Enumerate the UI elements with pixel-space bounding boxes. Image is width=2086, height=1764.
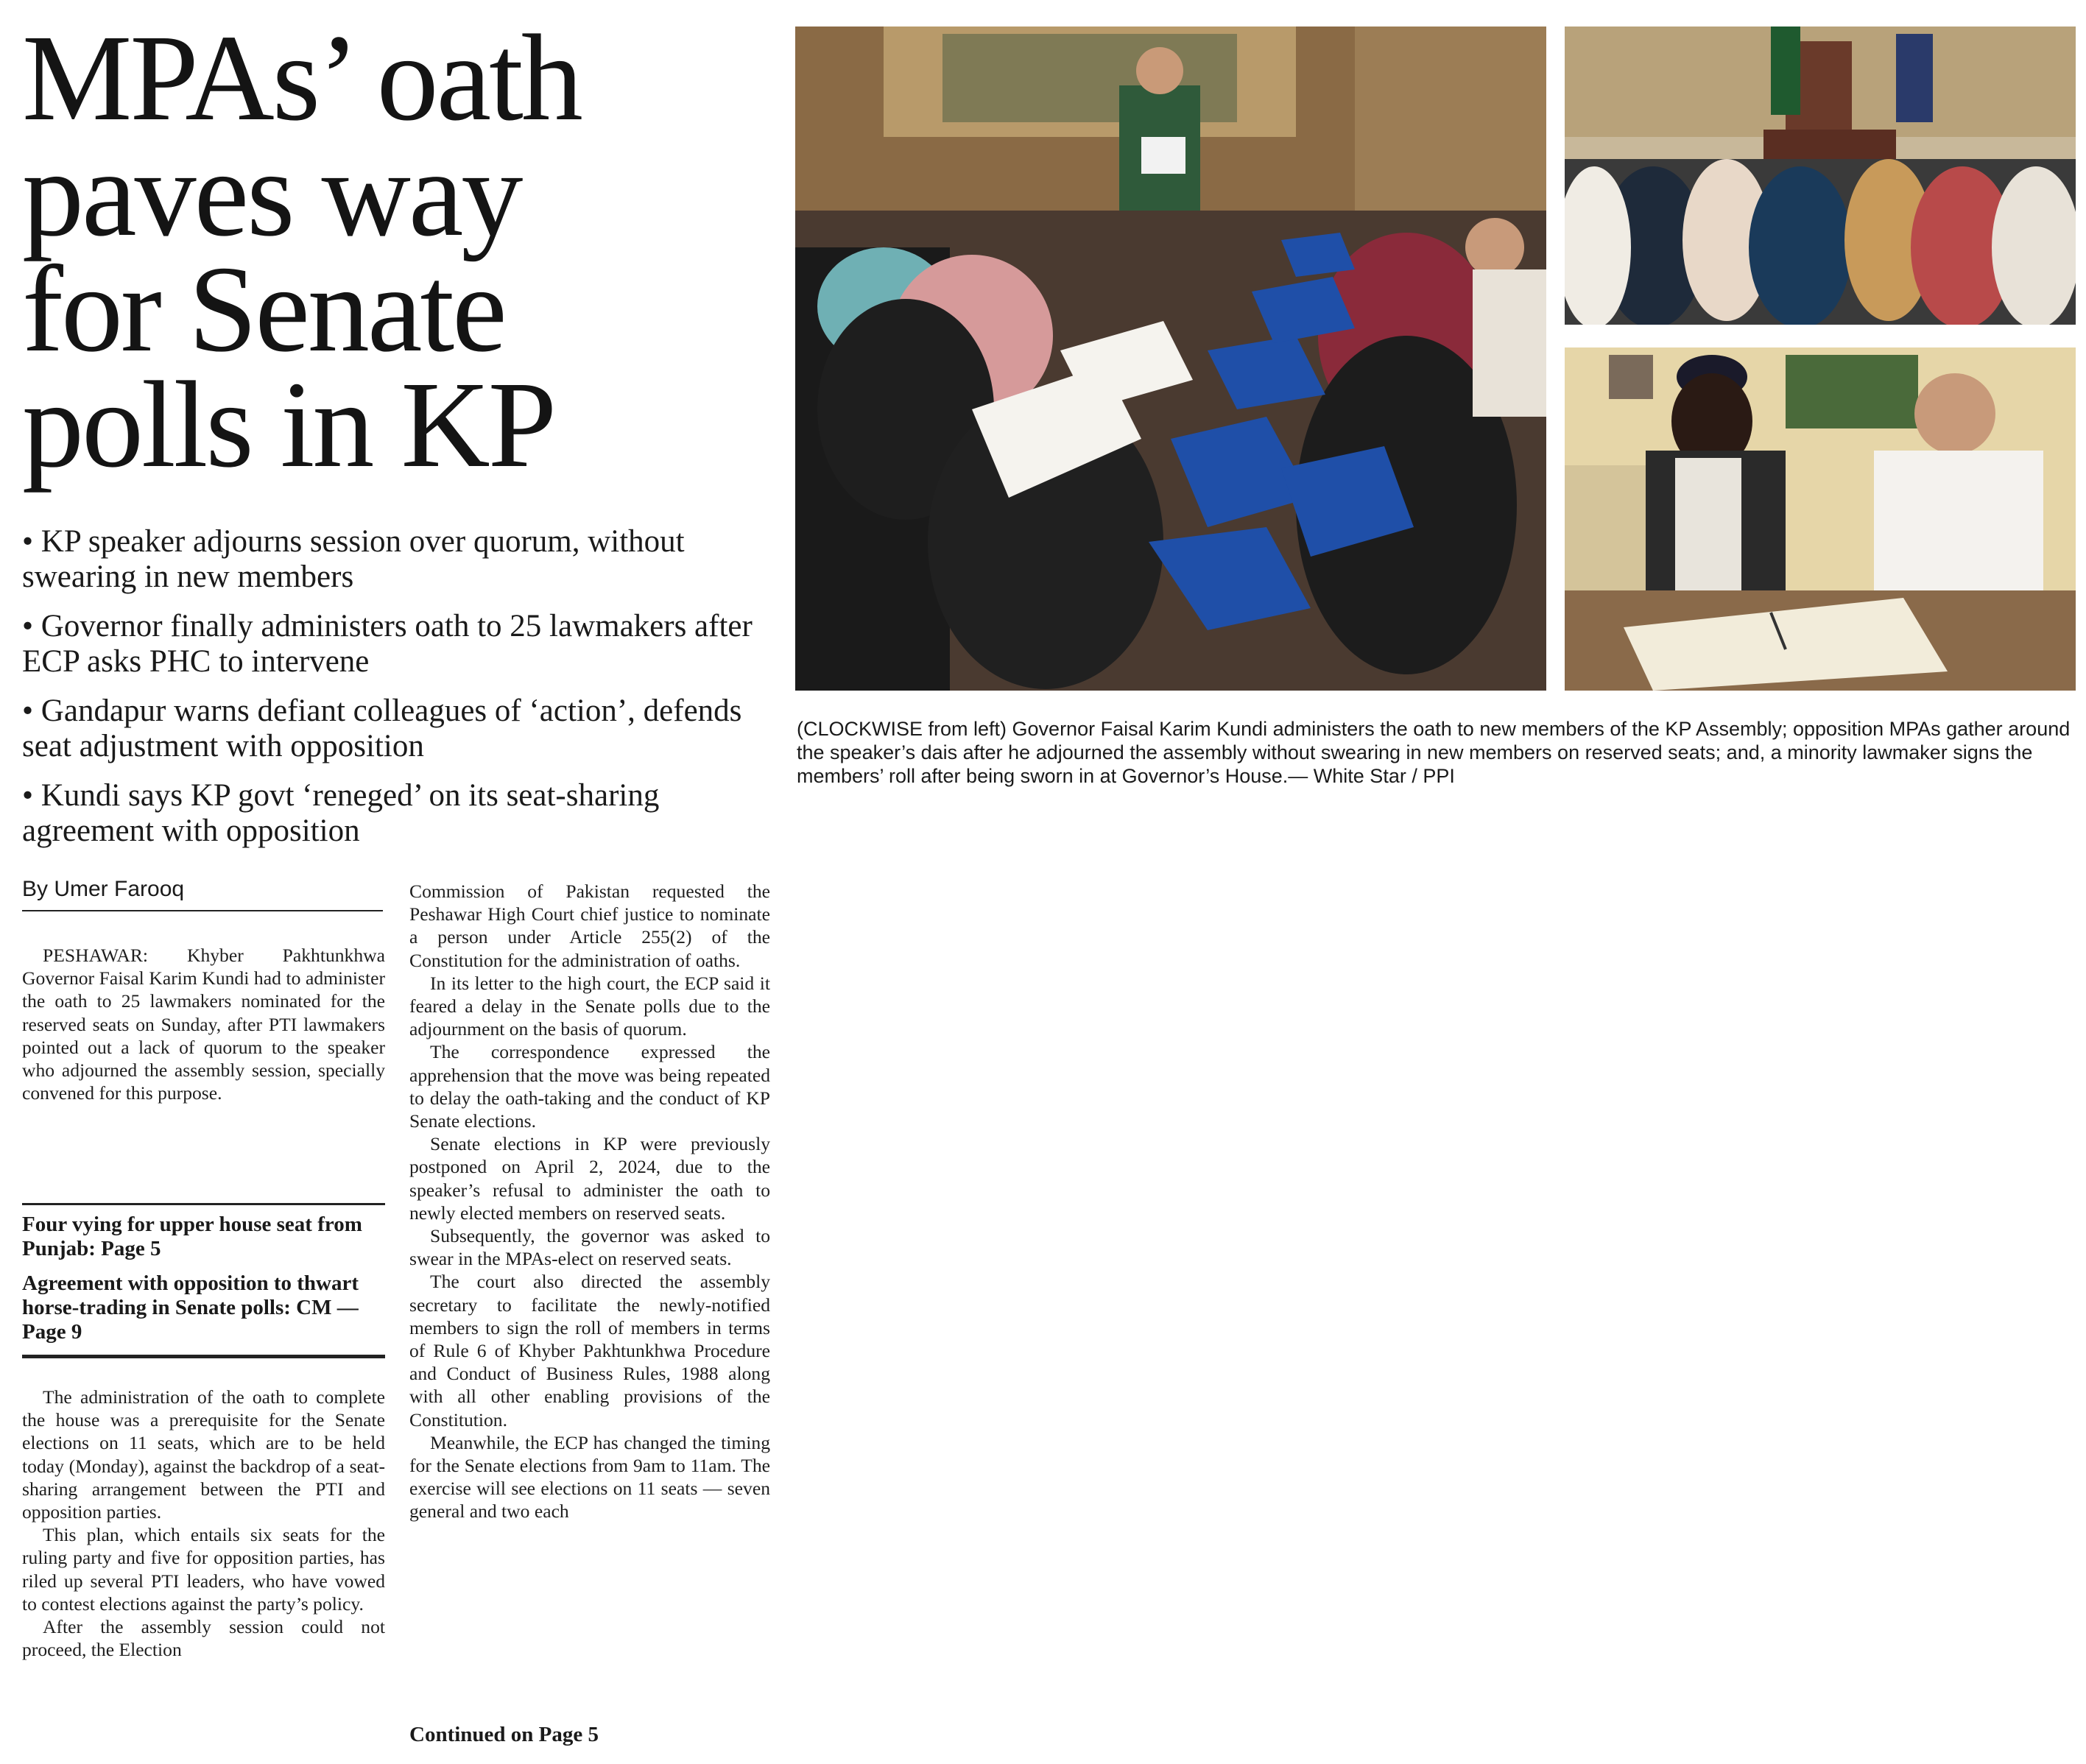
article-paragraph: Subsequently, the governor was asked to swear in the MPAs-elect on reserved seats.: [409, 1225, 770, 1270]
related-story-link[interactable]: Four vying for upper house seat from Punjab: Page 5: [22, 1213, 362, 1260]
deck-bullet: • Gandapur warns defiant colleagues of ‘action’, defends seat adjustment with opposition: [22, 694, 742, 763]
article-paragraph: Meanwhile, the ECP has changed the timing for the Senate elections from 9am to 11am. The exercise will see elections on 11 seats — seven general and two each: [409, 1431, 770, 1523]
photo-caption: (CLOCKWISE from left) Governor Faisal Karim Kundi administers the oath to new members of the KP Assembly; opposition MPAs gather around the speaker’s dais after he adjourned the assembly without swearing in new members on reserved seats; and, a minority lawmaker signs the members’ roll after being sworn in at Governor’s House.— White Star / PPI: [797, 718, 2071, 787]
headline: [22, 10, 758, 493]
article-paragraph: The correspondence expressed the apprehension that the move was being repeated to delay the oath-taking and the conduct of KP Senate elections.: [409, 1041, 770, 1132]
continued-link[interactable]: Continued on Page 5: [409, 1723, 599, 1746]
article-paragraph: In its letter to the high court, the ECP said it feared a delay in the Senate polls due to the adjournment on the basis of quorum.: [409, 972, 770, 1040]
deck-bullet: • KP speaker adjourns session over quorum, without swearing in new members: [22, 524, 685, 594]
headline-line: paves way: [22, 125, 521, 262]
related-stories-box: [22, 1203, 385, 1358]
deck-bullet: • Kundi says KP govt ‘reneged’ on its seat-sharing agreement with opposition: [22, 778, 660, 848]
assembly-dais-photo: [1565, 27, 2076, 325]
article-column-2: [409, 880, 770, 1523]
article-column-1-top: [22, 944, 385, 1104]
article-paragraph: After the assembly session could not proceed, the Election: [22, 1616, 385, 1661]
article-paragraph: The court also directed the assembly secretary to facilitate the newly-notified members to sign the roll of members in terms of Rule 6 of Khyber Pakhtunkhwa Procedure and Conduct of Business Rules, 1988 along with all other enabling provisions of the Constitution.: [409, 1271, 770, 1430]
headline-line: MPAs’ oath: [22, 10, 581, 147]
article-paragraph: Senate elections in KP were previously postponed on April 2, 2024, due to the speaker’s refusal to administer the oath to newly elected members on reserved seats.: [409, 1133, 770, 1224]
article-paragraph: PESHAWAR: Khyber Pakhtunkhwa Governor Faisal Karim Kundi had to administer the oath to 25 lawmakers nominated for the reserved seats on Sunday, after PTI lawmakers pointed out a lack of quorum to the speaker who adjourned the assembly session, specially convened for this purpose.: [22, 945, 385, 1104]
article-paragraph: The administration of the oath to complete the house was a prerequisite for the Senate elections on 11 seats, which are to be held today (Monday), against the backdrop of a seat-sharing arrangement between the PTI and opposition parties.: [22, 1386, 385, 1523]
deck-bullets: [22, 524, 773, 863]
article-paragraph: This plan, which entails six seats for the ruling party and five for opposition parties, has riled up several PTI leaders, who have vowed to contest elections against the party’s policy.: [22, 1524, 385, 1615]
byline: By Umer Farooq: [22, 876, 383, 911]
roll-signing-photo: [1565, 347, 2076, 691]
deck-bullet: • Governor finally administers oath to 25 lawmakers after ECP asks PHC to intervene: [22, 609, 753, 679]
article-column-1-bottom: [22, 1386, 385, 1661]
headline-line: polls in KP: [22, 356, 555, 493]
related-story-link[interactable]: Agreement with opposition to thwart horse-trading in Senate polls: CM — Page 9: [22, 1271, 359, 1344]
article-paragraph: Commission of Pakistan requested the Peshawar High Court chief justice to nominate a person under Article 255(2) of the Constitution for the administration of oaths.: [409, 881, 770, 971]
headline-line: for Senate: [22, 241, 505, 378]
oath-ceremony-photo: [795, 27, 1546, 691]
